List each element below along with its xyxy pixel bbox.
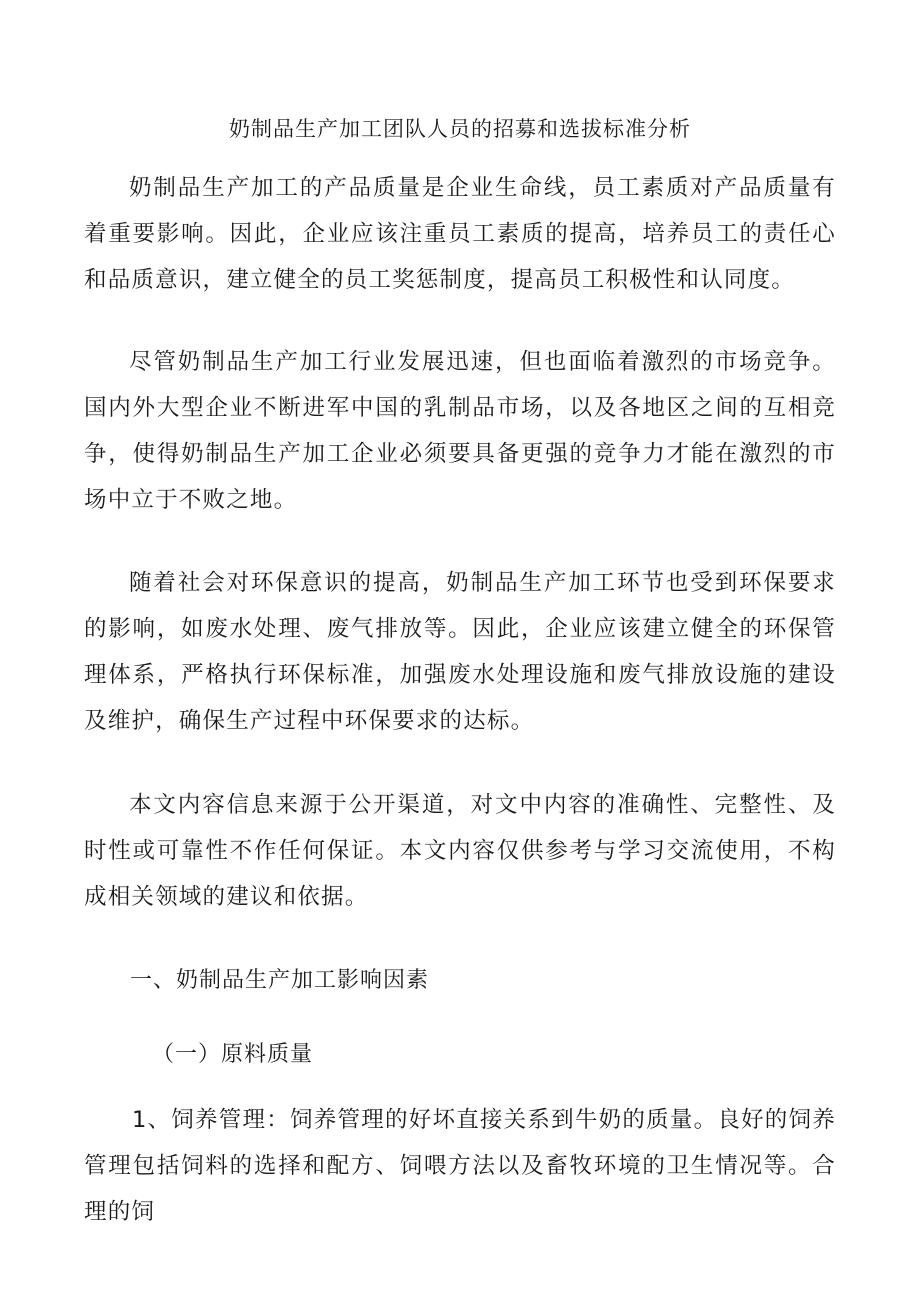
paragraph-environmental: 随着社会对环保意识的提高，奶制品生产加工环节也受到环保要求的影响，如废水处理、废气排放等。因此，企业应该建立健全的环保管理体系，严格执行环保标准，加强废水处理设施和废气排放设施的建设及维护，确保生产过程中环保要求的达标。 (84, 570, 836, 734)
paragraph-product-quality: 奶制品生产加工的产品质量是企业生命线，员工素质对产品质量有着重要影响。因此，企业应该注重员工素质的提高，培养员工的责任心和品质意识，建立健全的员工奖惩制度，提高员工积极性和认同度。 (84, 175, 836, 293)
paragraph-market-competition: 尽管奶制品生产加工行业发展迅速，但也面临着激烈的市场竞争。国内外大型企业不断进军中国的乳制品市场，以及各地区之间的互相竞争，使得奶制品生产加工企业必须要具备更强的竞争力才能在激烈的市场中立于不败之地。 (84, 349, 836, 513)
document-title: 奶制品生产加工团队人员的招募和选拔标准分析 (229, 117, 691, 141)
section-heading: 一、奶制品生产加工影响因素 (130, 968, 430, 993)
paragraph-feeding-management: 1、饲养管理：饲养管理的好坏直接关系到牛奶的质量。良好的饲养管理包括饲料的选择和配方、饲喂方法以及畜牧环境的卫生情况等。合理的饲 (84, 1107, 836, 1225)
paragraph-disclaimer: 本文内容信息来源于公开渠道，对文中内容的准确性、完整性、及时性或可靠性不作任何保证。本文内容仅供参考与学习交流使用，不构成相关领域的建议和依据。 (84, 792, 836, 910)
subsection-heading: （一）原料质量 (152, 1042, 314, 1067)
